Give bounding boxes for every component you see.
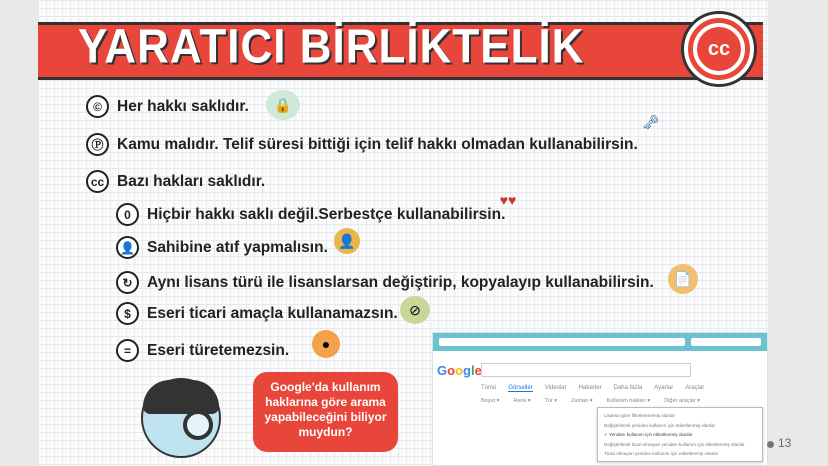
share-alike-icon: ↻ [116, 271, 139, 294]
list-item-text: Eseri türetemezsin. [147, 341, 290, 359]
tab-settings: Ayarlar [654, 385, 674, 391]
no-money-icon: ⊘ [400, 296, 430, 324]
google-tabs [481, 385, 704, 392]
zero-icon: 0 [116, 203, 139, 226]
list-item [86, 133, 638, 156]
list-item-text: Aynı lisans türü ile lisanslarsan değiştirip, kopyalayıp kullanabilirsin. [147, 273, 654, 291]
person-badge-icon: 👤 [334, 228, 360, 254]
list-item-text: Sahibine atıf yapmalısın. [147, 238, 328, 256]
usage-rights-menu [597, 407, 763, 462]
tab-tools: Araçlar [685, 385, 705, 391]
list-item [116, 339, 289, 362]
page-number: 13 [778, 436, 792, 450]
menu-item: Lisansa göre filtrelenmemiş olanlar [604, 413, 675, 418]
cc-icon: cc [86, 170, 109, 193]
key-icon: 🗝 [642, 113, 660, 130]
non-commercial-icon: $ [116, 302, 139, 325]
filter-time: Zaman ▾ [571, 398, 593, 404]
filter-color: Renk ▾ [513, 398, 531, 404]
google-search-input [481, 363, 691, 377]
cc-logo-icon [684, 14, 754, 84]
tab-images: Görseller [508, 385, 533, 391]
list-item-text: Eseri ticari amaçla kullanamazsın. [147, 304, 398, 322]
speech-bubble: Google'da kullanım haklarına göre arama yapabileceğini biliyor muydun? [253, 372, 398, 452]
padlock-icon: 🔒 [266, 90, 300, 120]
address-bar [439, 338, 685, 346]
document-icon: 📄 [668, 264, 698, 294]
menu-item: Değiştirilerek ticari olmayan yeniden kullanım için etiketlenmiş olanlar [604, 441, 745, 447]
slide-title: YARATICI BİRLİKTELİK [78, 19, 585, 74]
list-item [86, 95, 249, 118]
list-item [116, 203, 505, 226]
cookie-icon: ● [312, 330, 340, 358]
magnifier-icon [183, 410, 213, 440]
copyright-icon: © [86, 95, 109, 118]
list-item-text: Bazı hakları saklıdır. [117, 172, 266, 190]
browser-bar [433, 333, 767, 351]
menu-item: Ticari olmayan yeniden kullanım için etiketlenmiş olanlar [604, 451, 719, 456]
tab-all: Tümü [481, 385, 497, 391]
google-screenshot [432, 332, 768, 466]
list-item-text: Kamu malıdır. Telif süresi bittiği için telif hakkı olmadan kullanabilirsin. [117, 135, 638, 153]
attribution-icon: 👤 [116, 236, 139, 259]
kid-with-magnifier-illustration [141, 378, 221, 458]
menu-item: Değiştirilerek yeniden kullanım için etiketlenmiş olanlar [604, 422, 716, 428]
google-logo: Google [437, 363, 482, 378]
tab-videos: Videolar [544, 385, 567, 391]
cc-logo-text: cc [693, 23, 745, 75]
list-item-text: Her hakkı saklıdır. [117, 97, 249, 115]
public-domain-icon: Ⓟ [86, 133, 109, 156]
google-filters [481, 398, 700, 404]
no-derivatives-icon: = [116, 339, 139, 362]
filter-usage-rights: Kullanım hakları ▾ [606, 398, 651, 404]
page-dot [767, 441, 774, 448]
filter-size: Boyut ▾ [481, 398, 500, 404]
filter-type: Tür ▾ [544, 398, 558, 404]
list-item-text: Hiçbir hakkı saklı değil.Serbestçe kullanabilirsin. [147, 205, 506, 223]
tab-news: Haberler [578, 385, 602, 391]
list-item [86, 170, 265, 193]
list-item [116, 271, 654, 294]
list-item [116, 236, 328, 259]
filter-more-tools: Diğer araçlar ▾ [664, 398, 700, 404]
browser-search [691, 338, 761, 346]
list-item [116, 302, 398, 325]
hair [143, 380, 219, 414]
hearts-icon: ♥♥ [499, 192, 517, 208]
tab-more: Daha fazla [613, 385, 643, 391]
menu-item-selected: ✓ Yeniden kullanım için etiketlenmiş olanlar [604, 432, 693, 437]
